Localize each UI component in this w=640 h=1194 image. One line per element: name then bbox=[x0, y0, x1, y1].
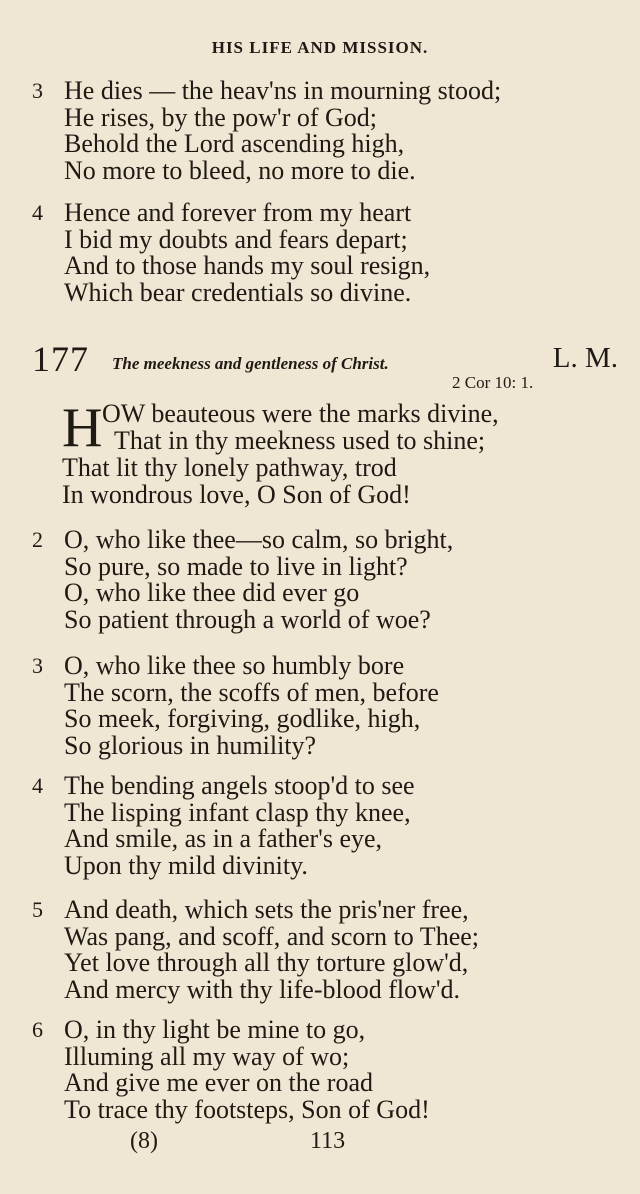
verse-line: Yet love through all thy torture glow'd, bbox=[64, 948, 469, 977]
hymn-meter: L. M. bbox=[552, 342, 618, 374]
hymn-title: The meekness and gentleness of Christ. bbox=[112, 354, 389, 373]
stanza-number: 4 bbox=[32, 200, 43, 225]
drop-cap: H bbox=[62, 397, 103, 459]
verse-line: No more to bleed, no more to die. bbox=[64, 155, 416, 185]
verse-line: I bid my doubts and fears depart; bbox=[64, 224, 408, 254]
running-header: HIS LIFE AND MISSION. bbox=[211, 38, 429, 57]
prev-hymn-stanza-3 bbox=[32, 78, 622, 184]
verse-line: That lit thy lonely pathway, trod bbox=[62, 453, 397, 482]
verse-line: Behold the Lord ascending high, bbox=[64, 129, 405, 158]
verse-line: O, in thy light be mine to go, bbox=[64, 1015, 366, 1044]
verse-line: Which bear credentials so divine. bbox=[64, 277, 412, 307]
verse-line: And to those hands my soul resign, bbox=[64, 251, 431, 280]
verse-line: Hence and forever from my heart bbox=[64, 198, 412, 227]
scripture-reference: 2 Cor 10: 1. bbox=[452, 373, 534, 392]
verse-line: And smile, as in a father's eye, bbox=[64, 824, 383, 853]
verse-line: O, who like thee did ever go bbox=[64, 578, 360, 607]
verse-line: Upon thy mild divinity. bbox=[64, 850, 308, 880]
verse-line: So glorious in humility? bbox=[64, 730, 317, 760]
verse-line: So meek, forgiving, godlike, high, bbox=[64, 704, 421, 733]
stanza-number: 2 bbox=[32, 527, 43, 552]
stanza-number: 6 bbox=[32, 1017, 43, 1042]
stanza-number: 5 bbox=[32, 897, 43, 922]
verse-line: In wondrous love, O Son of God! bbox=[62, 480, 411, 509]
verse-line: The bending angels stoop'd to see bbox=[64, 771, 415, 800]
verse-line: So pure, so made to live in light? bbox=[64, 551, 408, 581]
verse-line: So patient through a world of woe? bbox=[64, 604, 431, 634]
hymn-stanza-4 bbox=[32, 773, 622, 879]
stanza-number: 4 bbox=[32, 773, 43, 798]
verse-line: Illuming all my way of wo; bbox=[64, 1041, 350, 1071]
stanza-number: 3 bbox=[32, 78, 43, 103]
prev-hymn-stanza-4 bbox=[32, 200, 622, 306]
page-number: 113 bbox=[310, 1128, 346, 1154]
verse-line: And death, which sets the pris'ner free, bbox=[64, 895, 469, 924]
verse-line: That in thy meekness used to shine; bbox=[114, 426, 486, 455]
verse-line: O, who like thee—so calm, so bright, bbox=[64, 525, 454, 554]
hymn-stanza-6 bbox=[32, 1017, 622, 1123]
stanza-number: 3 bbox=[32, 653, 43, 678]
verse-line: The scorn, the scoffs of men, before bbox=[64, 677, 439, 707]
verse-line: He dies — the heav'ns in mourning stood; bbox=[64, 76, 502, 105]
verse-line: The lisping infant clasp thy knee, bbox=[64, 797, 411, 827]
verse-line: Was pang, and scoff, and scorn to Thee; bbox=[64, 921, 479, 951]
hymn-number: 177 bbox=[32, 339, 89, 379]
verse-line: To trace thy footsteps, Son of God! bbox=[64, 1094, 430, 1124]
verse-line: He rises, by the pow'r of God; bbox=[64, 102, 378, 132]
hymn-stanza-2 bbox=[32, 527, 622, 633]
hymn-stanza-1 bbox=[62, 397, 632, 509]
hymn-stanza-5 bbox=[32, 897, 622, 1003]
hymn-heading bbox=[32, 339, 622, 382]
signature-mark: (8) bbox=[130, 1128, 158, 1154]
verse-line: And give me ever on the road bbox=[64, 1068, 374, 1097]
verse-line: O, who like thee so humbly bore bbox=[64, 651, 405, 680]
verse-line: And mercy with thy life-blood flow'd. bbox=[64, 974, 461, 1004]
verse-line: OW beauteous were the marks divine, bbox=[102, 399, 499, 428]
hymn-stanza-3 bbox=[32, 653, 622, 759]
